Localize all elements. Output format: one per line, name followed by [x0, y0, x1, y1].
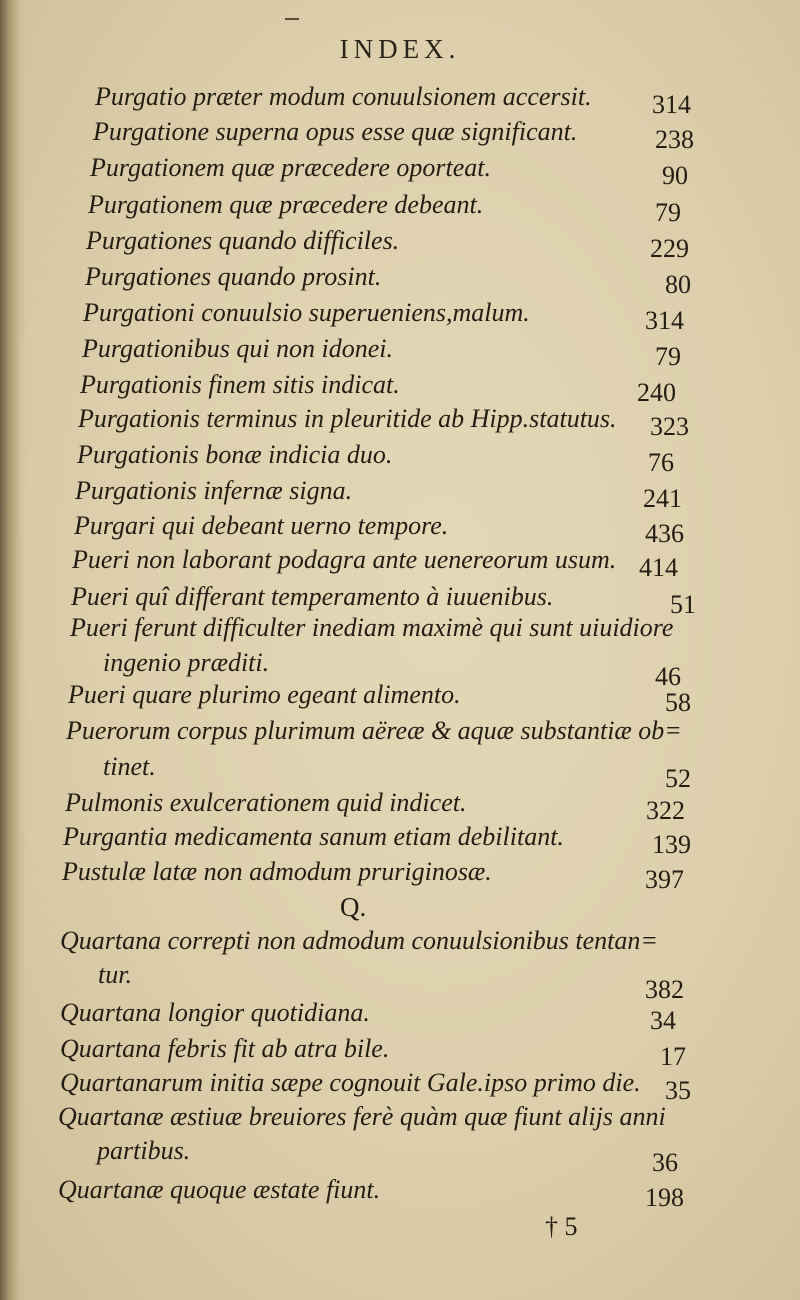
entry-text: Quartanarum initia sæpe cognouit Gale.ipso primo die. [60, 1068, 641, 1097]
entry-text: Purgationis infernæ signa. [75, 476, 353, 505]
entry-page-number: 139 [652, 830, 691, 859]
signature-mark: † 5 [545, 1212, 578, 1241]
entry-text: Pueri ferunt difficulter inediam maximè qui sunt uiuidiore [70, 613, 674, 642]
entry-page-number: 240 [637, 378, 676, 407]
entry-text: Quartana longior quotidiana. [60, 998, 370, 1027]
entry-page-number: 58 [665, 688, 691, 717]
top-mark [285, 18, 299, 20]
entry-continuation: partibus. [97, 1136, 191, 1165]
entry-page-number: 80 [665, 270, 691, 299]
entry-text: Pueri non laborant podagra ante uenereorum usum. [72, 545, 617, 574]
entry-text: Pueri quî differant temperamento à iuuenibus. [71, 582, 554, 611]
entry-page-number: 46 [655, 662, 681, 691]
entry-page-number: 79 [655, 342, 681, 371]
entry-page-number: 323 [650, 412, 689, 441]
entry-page-number: 198 [645, 1183, 684, 1212]
entry-page-number: 76 [648, 448, 674, 477]
entry-text: Purgari qui debeant uerno tempore. [74, 511, 449, 540]
entry-text: Pustulæ latæ non admodum pruriginosæ. [62, 857, 492, 886]
entry-page-number: 238 [655, 125, 694, 154]
entry-text: Purgationis terminus in pleuritide ab Hipp.statutus. [78, 404, 617, 433]
entry-page-number: 241 [643, 484, 682, 513]
entry-page-number: 229 [650, 234, 689, 263]
page-gutter [0, 0, 26, 1300]
entry-text: Quartana febris fit ab atra bile. [60, 1034, 390, 1063]
entry-text: Quartanæ æstiuæ breuiores ferè quàm quæ fiunt alijs anni [58, 1102, 666, 1131]
entry-text: Pueri quare plurimo egeant alimento. [68, 680, 461, 709]
page-title: INDEX. [339, 34, 461, 64]
entry-text: Pulmonis exulcerationem quid indicet. [65, 788, 467, 817]
entry-text: Quartanæ quoque æstate fiunt. [58, 1175, 381, 1204]
entry-text: Purgationes quando prosint. [85, 262, 382, 291]
entry-continuation: tinet. [103, 752, 156, 781]
entry-page-number: 414 [639, 553, 678, 582]
entry-page-number: 436 [645, 519, 684, 548]
entry-text: Purgationem quæ præcedere debeant. [88, 190, 484, 219]
entry-page-number: 382 [645, 975, 684, 1004]
entry-page-number: 34 [650, 1006, 676, 1035]
entry-text: Purgationis bonæ indicia duo. [77, 440, 393, 469]
entry-text: Purgationem quæ præcedere oporteat. [90, 153, 492, 182]
entry-page-number: 314 [645, 306, 684, 335]
entry-text: Purgantia medicamenta sanum etiam debilitant. [63, 822, 564, 851]
entry-text: Puerorum corpus plurimum aëreæ & aquæ substantiæ ob= [66, 716, 682, 745]
entry-page-number: 35 [665, 1076, 691, 1105]
entry-text: Purgationes quando difficiles. [86, 226, 400, 255]
entry-continuation: ingenio præditi. [103, 648, 270, 677]
entry-page-number: 397 [645, 865, 684, 894]
entry-page-number: 17 [660, 1042, 686, 1071]
entry-page-number: 51 [670, 590, 696, 619]
entry-text: Purgationis finem sitis indicat. [80, 370, 400, 399]
entry-page-number: 90 [662, 161, 688, 190]
entry-page-number: 52 [665, 764, 691, 793]
entry-text: Quartana correpti non admodum conuulsionibus tentan= [60, 926, 658, 955]
entry-text: Purgatione superna opus esse quæ significant. [93, 117, 578, 146]
section-letter-q: Q. [340, 892, 367, 922]
entry-page-number: 322 [646, 796, 685, 825]
entry-page-number: 314 [652, 90, 691, 119]
entry-text: Purgatio præter modum conuulsionem accersit. [95, 82, 592, 111]
entry-page-number: 79 [655, 198, 681, 227]
entry-text: Purgationi conuulsio superueniens,malum. [83, 298, 530, 327]
entry-page-number: 36 [652, 1148, 678, 1177]
entry-continuation: tur. [98, 960, 132, 989]
entry-text: Purgationibus qui non idonei. [82, 334, 394, 363]
